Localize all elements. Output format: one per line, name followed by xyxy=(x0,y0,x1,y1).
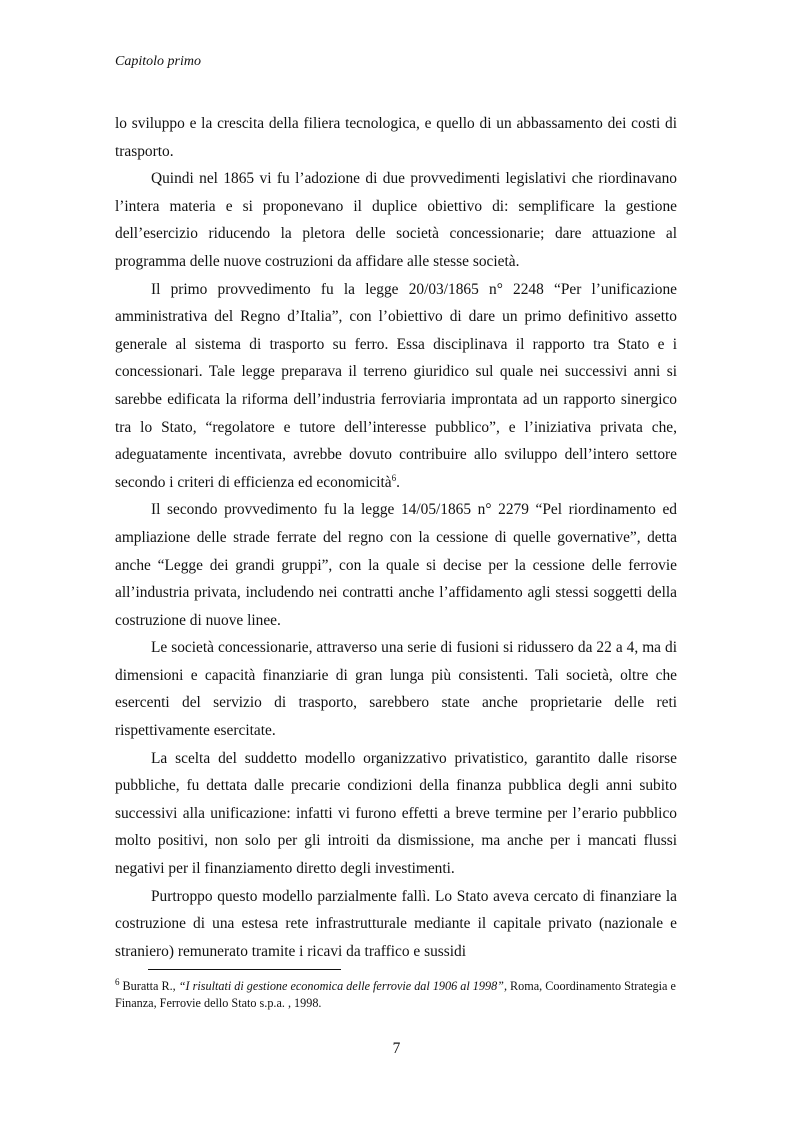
paragraph-4: Il secondo provvedimento fu la legge 14/05/1865 n° 2279 “Pel riordinamento ed ampliazione delle strade ferrate del regno con la cessione di quelle governative”, detta anche “Legge dei grandi gruppi”, con la quale si decise per la cessione delle ferrovie all’industria privata, includendo nei contratti anche l’affidamento agli stessi soggetti della costruzione di nuove linee. xyxy=(115,501,677,629)
paragraph-6: La scelta del suddetto modello organizzativo privatistico, garantito dalle risorse pubbliche, fu dettata dalle precarie condizioni della finanza pubblica degli anni subito successivi alla unificazione: infatti vi furono effetti a breve termine per l’erario pubblico molto positivi, non solo per gli introiti da dismissione, ma anche per i mancati flussi negativi per il finanziamento diretto degli investimenti. xyxy=(115,749,677,878)
footnote-marker: 6 xyxy=(115,976,120,987)
footnote-divider xyxy=(148,969,341,970)
footnote xyxy=(115,978,677,1012)
footnote-reference[interactable]: 6 xyxy=(391,472,397,483)
paragraph-7: Purtroppo questo modello parzialmente fallì. Lo Stato aveva cercato di finanziare la costruzione di una estesa rete infrastrutturale mediante il capitale privato (nazionale e straniero) remunerato tramite i ricavi da traffico e sussidi xyxy=(115,887,677,960)
paragraph-3: Il primo provvedimento fu la legge 20/03/1865 n° 2248 “Per l’unificazione amministrativa del Regno d’Italia”, con l’obiettivo di dare un primo definitivo assetto generale al sistema di trasporto su ferro. Essa disciplinava il rapporto tra Stato e i concessionari. Tale legge preparava il terreno giuridico sul quale nei successivi anni si sarebbe edificata la riforma dell’industria ferroviaria improntata ad un rapporto sinergico tra lo Stato, “regolatore e tutore dell’interesse pubblico”, e l’iniziativa privata che, adeguatamente incentivata, avrebbe dovuto contribuire allo sviluppo dell’intero settore secondo i criteri di efficienza ed economicità$^6$. xyxy=(115,280,677,491)
body-text xyxy=(115,110,677,965)
paragraph-2: Quindi nel 1865 vi fu l’adozione di due provvedimenti legislativi che riordinavano l’intera materia e si proponevano il duplice obiettivo di: semplificare la gestione dell’esercizio riducendo la pletora delle società concessionarie; dare attuazione al programma delle nuove costruzioni da affidare alle stesse società. xyxy=(115,170,677,270)
page-number: 7 xyxy=(392,1040,401,1057)
paragraph-5: Le società concessionarie, attraverso una serie di fusioni si ridussero da 22 a 4, ma di dimensioni e capacità finanziarie di gran lunga più consistenti. Tali società, oltre che esercenti del servizio di trasporto, sarebbero state anche proprietarie delle reti rispettivamente esercitate. xyxy=(115,639,677,740)
footnote-title: “I risultati di gestione economica delle ferrovie dal 1906 al 1998”, xyxy=(178,979,507,993)
paragraph-1: lo sviluppo e la crescita della filiera tecnologica, e quello di un abbassamento dei costi di trasporto. xyxy=(115,115,677,160)
footnote-publication: Roma, Coordinamento Strategia e Finanza, Ferrovie dello Stato s.p.a. , 1998. xyxy=(115,979,676,1010)
running-header: Capitolo primo xyxy=(115,54,201,69)
paragraph-3-text: Il primo provvedimento fu la legge 20/03/1865 n° 2248 “Per l’unificazione amministrativa del Regno d’Italia”, con l’obiettivo di dare un primo definitivo assetto generale al sistema di trasporto su ferro. Essa disciplinava il rapporto tra Stato e i concessionari. Tale legge preparava il terreno giuridico sul quale nei successivi anni si sarebbe edificata la riforma dell’industria ferroviaria improntata ad un rapporto sinergico tra lo Stato, “regolatore e tutore dell’interesse pubblico”, e l’iniziativa privata che, adeguatamente incentivata, avrebbe dovuto contribuire allo sviluppo dell’intero settore secondo i criteri di efficienza ed economicità xyxy=(115,280,677,491)
footnote-author: Buratta R., xyxy=(122,979,179,993)
